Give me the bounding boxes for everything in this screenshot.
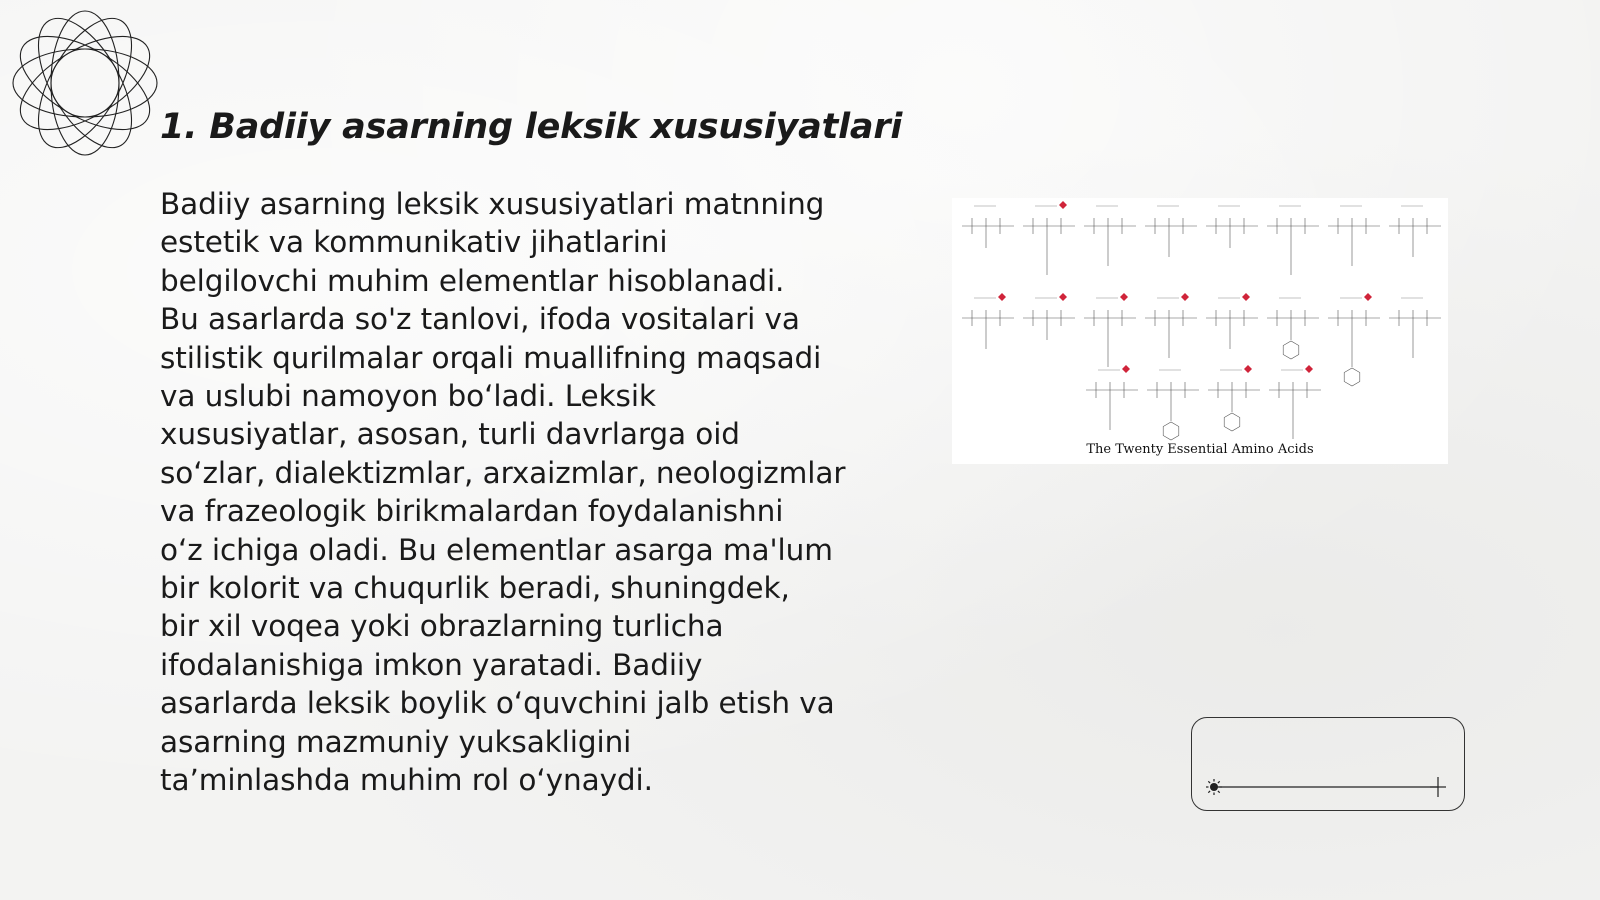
body-line: ifodalanishiga imkon yaratadi. Badiiy (160, 647, 703, 682)
amino-acid-structure (1084, 206, 1136, 266)
ornament-circle-lattice (10, 8, 160, 158)
body-line: o‘z ichiga oladi. Bu elementlar asarga ma'lum (160, 532, 833, 567)
body-line: belgilovchi muhim elementlar hisoblanadi. (160, 263, 785, 298)
body-line: va frazeologik birikmalardan foydalanishni (160, 494, 784, 529)
body-line: asarlarda leksik boylik o‘quvchini jalb etish va (160, 686, 835, 721)
amino-acid-structure (1145, 298, 1197, 358)
body-line: ta’minlashda muhim rol o‘ynaydi. (160, 763, 653, 798)
slide-title: 1. Badiiy asarning leksik xususiyatlari (160, 107, 903, 147)
body-line: Badiiy asarning leksik xususiyatlari matnning (160, 187, 825, 221)
amino-acid-structure (1267, 298, 1319, 359)
amino-acid-structure (1208, 370, 1260, 431)
essential-marker (1120, 293, 1128, 301)
amino-acid-structure (1389, 298, 1441, 358)
figure-caption: The Twenty Essential Amino Acids (1086, 442, 1314, 457)
amino-acid-structure (1328, 206, 1380, 266)
sun-icon (1206, 779, 1222, 795)
body-line: asarning mazmuniy yuksakligini (160, 724, 632, 759)
essential-marker (1059, 293, 1067, 301)
circle-lattice-icon (10, 8, 160, 158)
body-line: xususiyatlar, asosan, turli davrlarga oid (160, 417, 740, 452)
body-line: bir kolorit va chuqurlik beradi, shuningdek, (160, 571, 790, 606)
amino-acid-structure (1389, 206, 1441, 257)
essential-marker (998, 293, 1006, 301)
body-line: estetik va kommunikativ jihatlarini (160, 225, 668, 260)
body-line: so‘zlar, dialektizmlar, arxaizmlar, neologizmlar (160, 455, 846, 490)
amino-acid-structure (1084, 298, 1136, 367)
essential-marker (1122, 365, 1130, 373)
essential-marker (1244, 365, 1252, 373)
amino-acid-structure (1206, 298, 1258, 349)
amino-acids-structures (952, 198, 1448, 464)
essential-marker (1242, 293, 1250, 301)
amino-acid-structure (962, 206, 1014, 248)
amino-acid-structure (1328, 298, 1380, 386)
essential-marker (1059, 201, 1067, 209)
decorative-slider-box (1191, 717, 1465, 811)
amino-acid-structure (1023, 206, 1075, 275)
body-paragraph (160, 185, 850, 800)
amino-acid-structure (1206, 206, 1258, 248)
amino-acid-structure (962, 298, 1014, 349)
plus-icon (1430, 777, 1446, 797)
amino-acid-structure (1269, 370, 1321, 439)
body-line: Bu asarlarda so'z tanlovi, ifoda vositalari va (160, 302, 800, 337)
body-line: va uslubi namoyon bo‘ladi. Leksik (160, 379, 656, 414)
amino-acid-structure (1086, 370, 1138, 430)
amino-acid-structure (1145, 206, 1197, 257)
amino-acid-structure (1147, 370, 1199, 440)
amino-acids-figure (952, 198, 1448, 464)
body-line: stilistik qurilmalar orqali muallifning maqsadi (160, 340, 822, 375)
essential-marker (1181, 293, 1189, 301)
essential-marker (1305, 365, 1313, 373)
essential-marker (1364, 293, 1372, 301)
amino-acid-structure (1267, 206, 1319, 275)
body-line: bir xil voqea yoki obrazlarning turlicha (160, 609, 724, 644)
amino-acid-structure (1023, 298, 1075, 340)
